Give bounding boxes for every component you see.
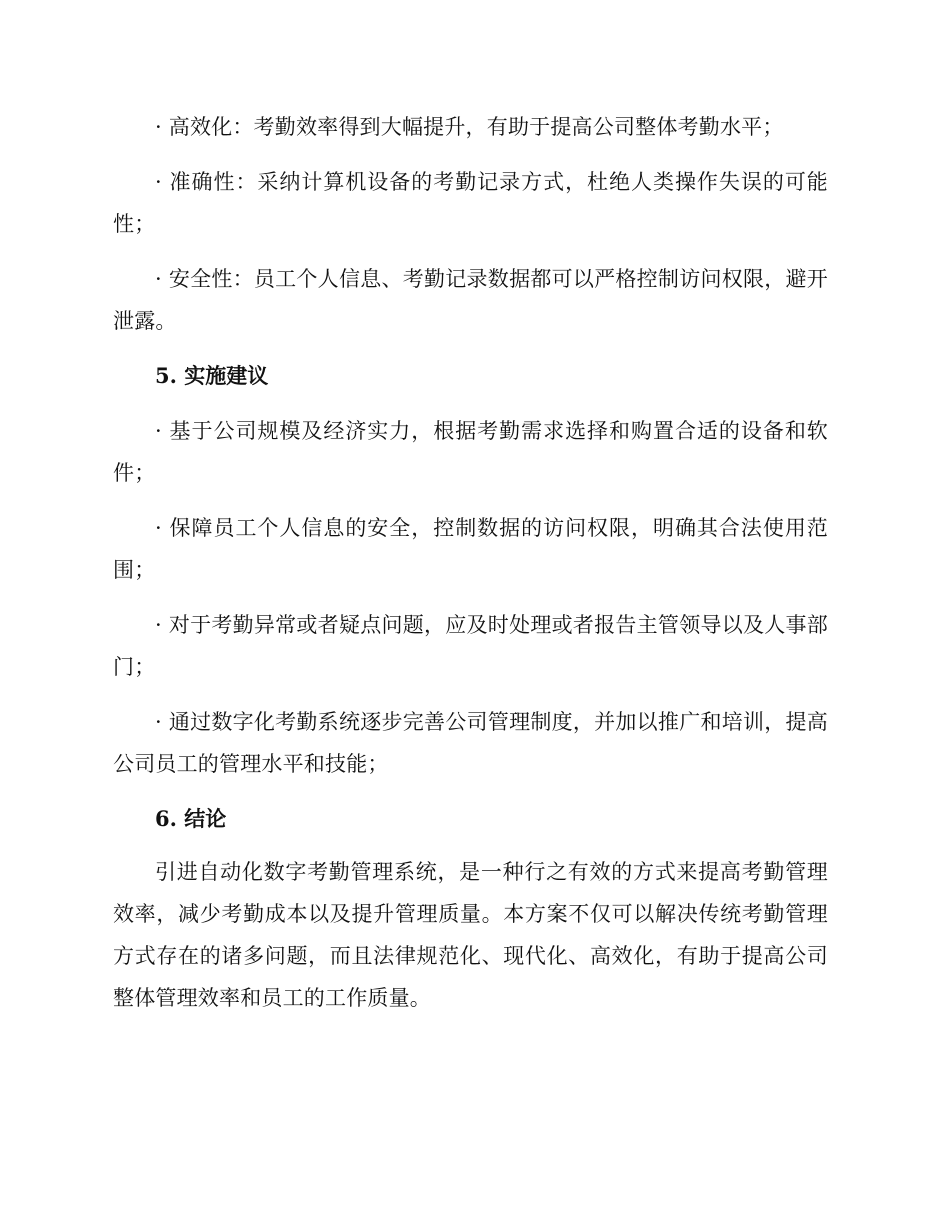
recommendation-item: · 通过数字化考勤系统逐步完善公司管理制度，并加以推广和培训，提高公司员工的管理水平和技能； — [113, 710, 828, 776]
recommendation-item: · 保障员工个人信息的安全，控制数据的访问权限，明确其合法使用范围； — [113, 516, 828, 582]
recommendation-item: · 基于公司规模及经济实力，根据考勤需求选择和购置合适的设备和软件； — [113, 419, 828, 485]
benefit-accuracy: · 准确性：采纳计算机设备的考勤记录方式，杜绝人类操作失误的可能性； — [113, 170, 828, 236]
section-5-heading: 5. 实施建议 — [155, 363, 269, 388]
recommendation-item: · 对于考勤异常或者疑点问题，应及时处理或者报告主管领导以及人事部门； — [113, 613, 828, 679]
benefit-efficiency: · 高效化：考勤效率得到大幅提升，有助于提高公司整体考勤水平； — [155, 115, 784, 139]
benefit-security: · 安全性：员工个人信息、考勤记录数据都可以严格控制访问权限，避开泄露。 — [113, 267, 828, 333]
conclusion-paragraph: 引进自动化数字考勤管理系统，是一种行之有效的方式来提高考勤管理效率，减少考勤成本以及提升管理质量。本方案不仅可以解决传统考勤管理方式存在的诸多问题，而且法律规范化、现代化、高效化，有助于提高公司整体管理效率和员工的工作质量。 — [113, 860, 828, 1010]
section-6-heading: 6. 结论 — [155, 806, 227, 831]
